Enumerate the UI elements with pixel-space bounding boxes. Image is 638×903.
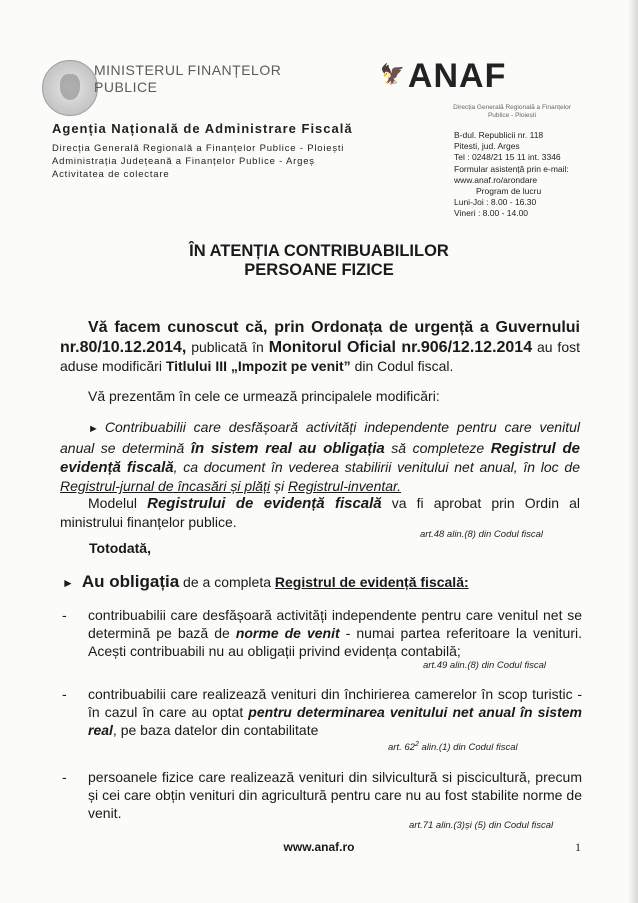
ref3-text-b: alin.(1) din Codul fiscal: [418, 742, 518, 754]
eagle-icon: 🦅: [380, 64, 406, 86]
change-text-b: în sistem real au obligația: [190, 440, 385, 457]
item2-text-b: pentru determinarea venitului net anual în sistem real: [88, 704, 582, 738]
ministry-line2: PUBLICE: [94, 79, 158, 95]
hours-mon-thu: Luni-Joi : 8.00 - 16.30: [454, 197, 537, 208]
contact-form-label: Formular asistență prin e-mail:: [454, 163, 569, 174]
contact-city: Pitesti, jud. Arges: [454, 141, 520, 152]
moreover-label: Totodată,: [89, 540, 151, 556]
ref3-superscript: 2: [414, 741, 419, 748]
model-paragraph: [60, 494, 580, 532]
contact-address: B-dul. Republicii nr. 118: [454, 130, 544, 140]
legal-ref-2: art.49 alin.(8) din Codul fiscal: [423, 660, 547, 671]
dept-line3: Activitatea de colectare: [52, 169, 170, 180]
legal-ref-4: art.71 alin.(3)și (5) din Codul fiscal: [409, 820, 554, 831]
footer-url[interactable]: www.anaf.ro: [283, 840, 355, 854]
change-text-g: și: [270, 478, 288, 494]
intro-paragraph: [60, 318, 580, 376]
contact-phone: Tel : 0248/21 15 11 int. 3346: [454, 152, 561, 163]
agency-name: Agenția Națională de Administrare Fiscală: [52, 121, 353, 136]
dept-line1: Direcția Generală Regională a Finanțelor Publice - Ploiești: [52, 143, 345, 154]
department-block: [52, 142, 344, 181]
ministry-line1: MINISTERUL FINANȚELOR: [94, 62, 282, 78]
ministry-name: [94, 62, 281, 96]
model-text-a: Modelul: [88, 495, 148, 511]
dept-line2: Administrația Județeană a Finanțelor Publice - Argeș: [52, 156, 315, 167]
list-item-text: persoanele fizice care realizează venituri din silvicultură si piscicultură, precum și cei care obțin venituri din agricultură pentru care nu au fost stabilite norme de venit.: [88, 769, 582, 821]
change-text-a: Contribuabilii care desfășoară activități independente pentru care venitul anual se determină: [60, 419, 580, 456]
government-ref: Guvernului nr.80/10.12.2014,: [60, 319, 580, 356]
list-dash: -: [62, 686, 67, 702]
title-line1: ÎN ATENȚIA CONTRIBUABILILOR: [189, 242, 449, 260]
item1-text-a: contribuabilii care desfășoară activități independente pentru care venitul net se determină pe bază de: [88, 607, 582, 641]
intro-text-e: publicată în: [186, 338, 269, 355]
list-item-text: [88, 685, 582, 739]
change-text-e: , ca document în vederea stabilirii venitului net anual, în loc de: [173, 459, 580, 475]
contact-web-link[interactable]: www.anaf.ro/arondare: [454, 174, 538, 185]
obligation-text-b: de a completa: [179, 574, 275, 590]
monitor-ref: Monitorul Oficial nr.906/12.12.2014: [268, 338, 533, 356]
list-item: [62, 606, 582, 660]
bullet-arrow-icon: ►: [62, 576, 74, 590]
model-text-b: Registrului de evidență fiscală: [147, 495, 382, 512]
bullet-arrow-icon: ►: [88, 423, 99, 435]
anaf-logo-text: ANAF: [407, 57, 507, 95]
change-text-c: să completeze: [384, 440, 491, 456]
changes-intro: Vă prezentăm în cele ce urmează principalele modificări:: [88, 388, 440, 404]
obligation-heading: [62, 572, 469, 592]
ref3-text-a: art. 62: [388, 742, 415, 754]
item2-text-c: , pe baza datelor din contabilitate: [112, 722, 319, 738]
anaf-logo: [380, 57, 506, 96]
list-item-text: [88, 606, 582, 660]
list-dash: -: [62, 607, 67, 623]
legal-ref-1: art.48 alin.(8) din Codul fiscal: [420, 529, 544, 540]
notice-title: [0, 242, 638, 280]
change-text-f: Registrul-jurnal de încasări și plăți: [60, 478, 271, 494]
contact-block: [454, 130, 594, 220]
list-item: [62, 768, 582, 822]
obligation-text-c: Registrul de evidență fiscală:: [274, 574, 469, 590]
intro-text-g: au fost aduse modificări: [60, 338, 580, 374]
hours-fri: Vineri : 8.00 - 14.00: [454, 208, 529, 219]
item1-text-b: norme de venit: [235, 625, 340, 641]
item1-text-c: - numai partea referitoare la venituri. Acești contribuabili nu au obligații privind evidența contabilă;: [88, 625, 582, 659]
coat-of-arms-seal: [42, 60, 98, 116]
program-heading: Program de lucru: [476, 186, 542, 197]
obligation-text-a: Au obligația: [81, 572, 180, 591]
ordinance-ref: Ordonața de urgență: [311, 319, 474, 336]
intro-text-c: a: [473, 319, 496, 336]
intro-text-a: Vă facem cunoscut că, prin: [88, 319, 312, 336]
logo-subtitle: Direcția Generală Regională a Finanțelor Publice - Ploiești: [453, 104, 571, 119]
change-text-d: Registrul de evidență fiscală: [60, 440, 580, 476]
page-edge-shadow: [628, 0, 638, 903]
item2-text-a: contribuabilii care realizează venituri din închirierea camerelor în scop turistic - în cazul în care au optat: [88, 686, 582, 720]
title-line2: PERSOANE FIZICE: [244, 261, 394, 279]
page-number: 1: [575, 840, 581, 854]
intro-text-i: din Codul fiscal.: [350, 358, 454, 374]
change-text-h: Registrul-inventar.: [287, 478, 402, 494]
title-iii-ref: Titlului III „Impozit pe venit”: [165, 358, 351, 374]
change-paragraph: [60, 418, 580, 496]
legal-ref-3: [388, 741, 518, 753]
list-item: [62, 685, 582, 739]
list-dash: -: [62, 769, 67, 785]
model-text-c: va fi aprobat prin Ordin al ministrului finanțelor publice.: [60, 495, 580, 530]
